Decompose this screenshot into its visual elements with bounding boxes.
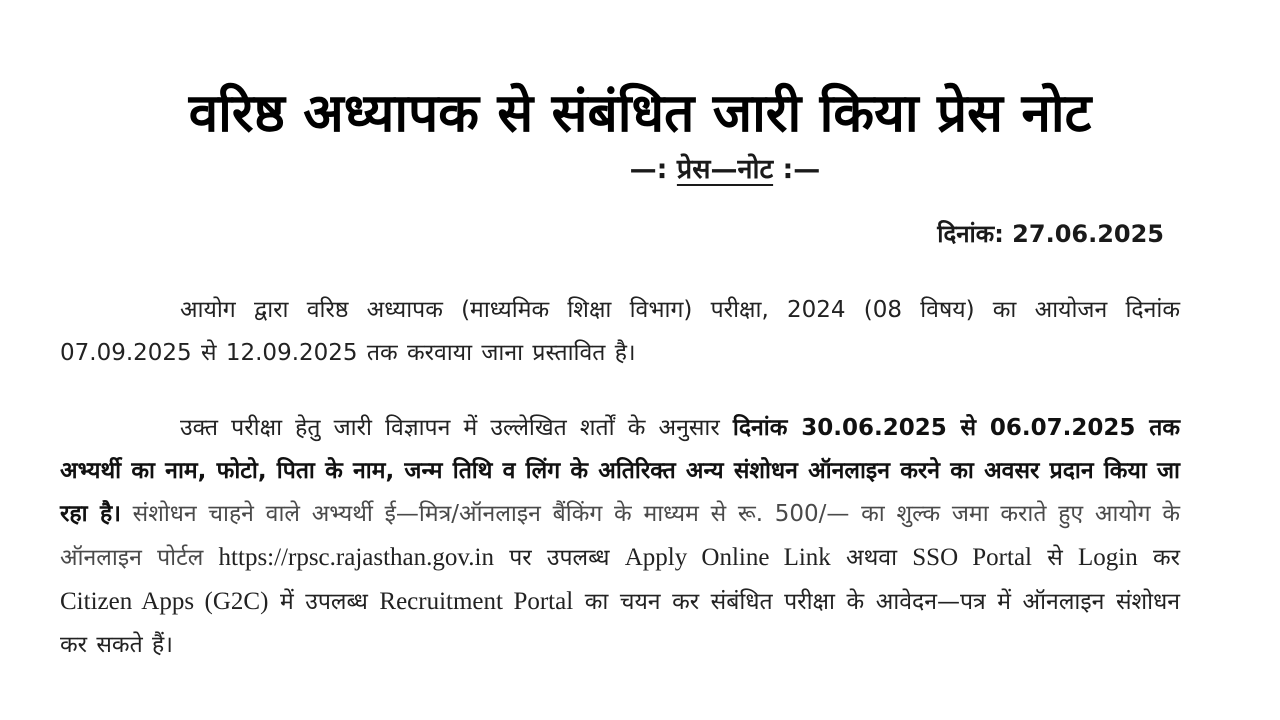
- recruitment-portal-text: Recruitment Portal: [379, 588, 574, 615]
- paragraph2-bold-notice: दिनांक 30.06.2025 से 06.07.2025 तक अभ्यर्थी का नाम, फोटो, पिता के नाम, जन्म तिथि व लिंग के अतिरिक्त अन्य संशोधन ऑनलाइन करने का अवसर प्रदान किया जा रहा है।: [60, 415, 1180, 527]
- sso-portal-text: SSO Portal: [912, 544, 1032, 571]
- paragraph2-kar-text: कर: [1152, 545, 1181, 571]
- login-text: Login: [1078, 544, 1138, 571]
- paragraph-correction-window: [60, 407, 1180, 667]
- press-title-prefix: —:: [629, 154, 668, 185]
- press-title-suffix: :—: [782, 154, 821, 185]
- paragraph2-intro: उक्त परीक्षा हेतु जारी विज्ञापन में उल्लेखित शर्तों के अनुसार: [180, 415, 720, 441]
- press-note-date: [937, 216, 1164, 252]
- paragraph2-closing-text: का चयन कर संबंधित परीक्षा के आवेदन—पत्र में ऑनलाइन संशोधन कर सकते हैं।: [60, 589, 1181, 658]
- date-value: 27.06.2025: [1012, 220, 1164, 248]
- portal-url: https://rpsc.rajasthan.gov.in: [218, 544, 494, 571]
- paragraph2-fee-text: संशोधन चाहने वाले अभ्यर्थी ई—मित्र/ऑनलाइन बैंकिंग के माध्यम से रू. 500/— का शुल्क जमा कराते हुए आयोग के ऑनलाइन पोर्टल: [60, 501, 1181, 571]
- paragraph2-available-text: पर उपलब्ध: [509, 545, 610, 571]
- paragraph2-in-available-text: में उपलब्ध: [279, 589, 368, 615]
- press-note-title: [60, 150, 1280, 190]
- page-headline: वरिष्ठ अध्यापक से संबंधित जारी किया प्रेस नोट: [188, 82, 1092, 144]
- citizen-apps-text: Citizen Apps (G2C): [60, 588, 269, 615]
- press-title-word: प्रेस—नोट: [676, 154, 774, 185]
- date-label: दिनांक:: [937, 220, 1004, 248]
- apply-online-link-text: Apply Online Link: [624, 544, 831, 571]
- paragraph-exam-schedule: [60, 289, 1180, 375]
- paragraph1-text: आयोग द्वारा वरिष्ठ अध्यापक (माध्यमिक शिक्षा विभाग) परीक्षा, 2024 (08 विषय) का आयोजन दिनांक 07.09.2025 से 12.09.2025 तक करवाया जाना प्रस्तावित है।: [60, 297, 1180, 366]
- paragraph2-from-text: से: [1047, 545, 1063, 571]
- paragraph2-or-text: अथवा: [846, 545, 898, 571]
